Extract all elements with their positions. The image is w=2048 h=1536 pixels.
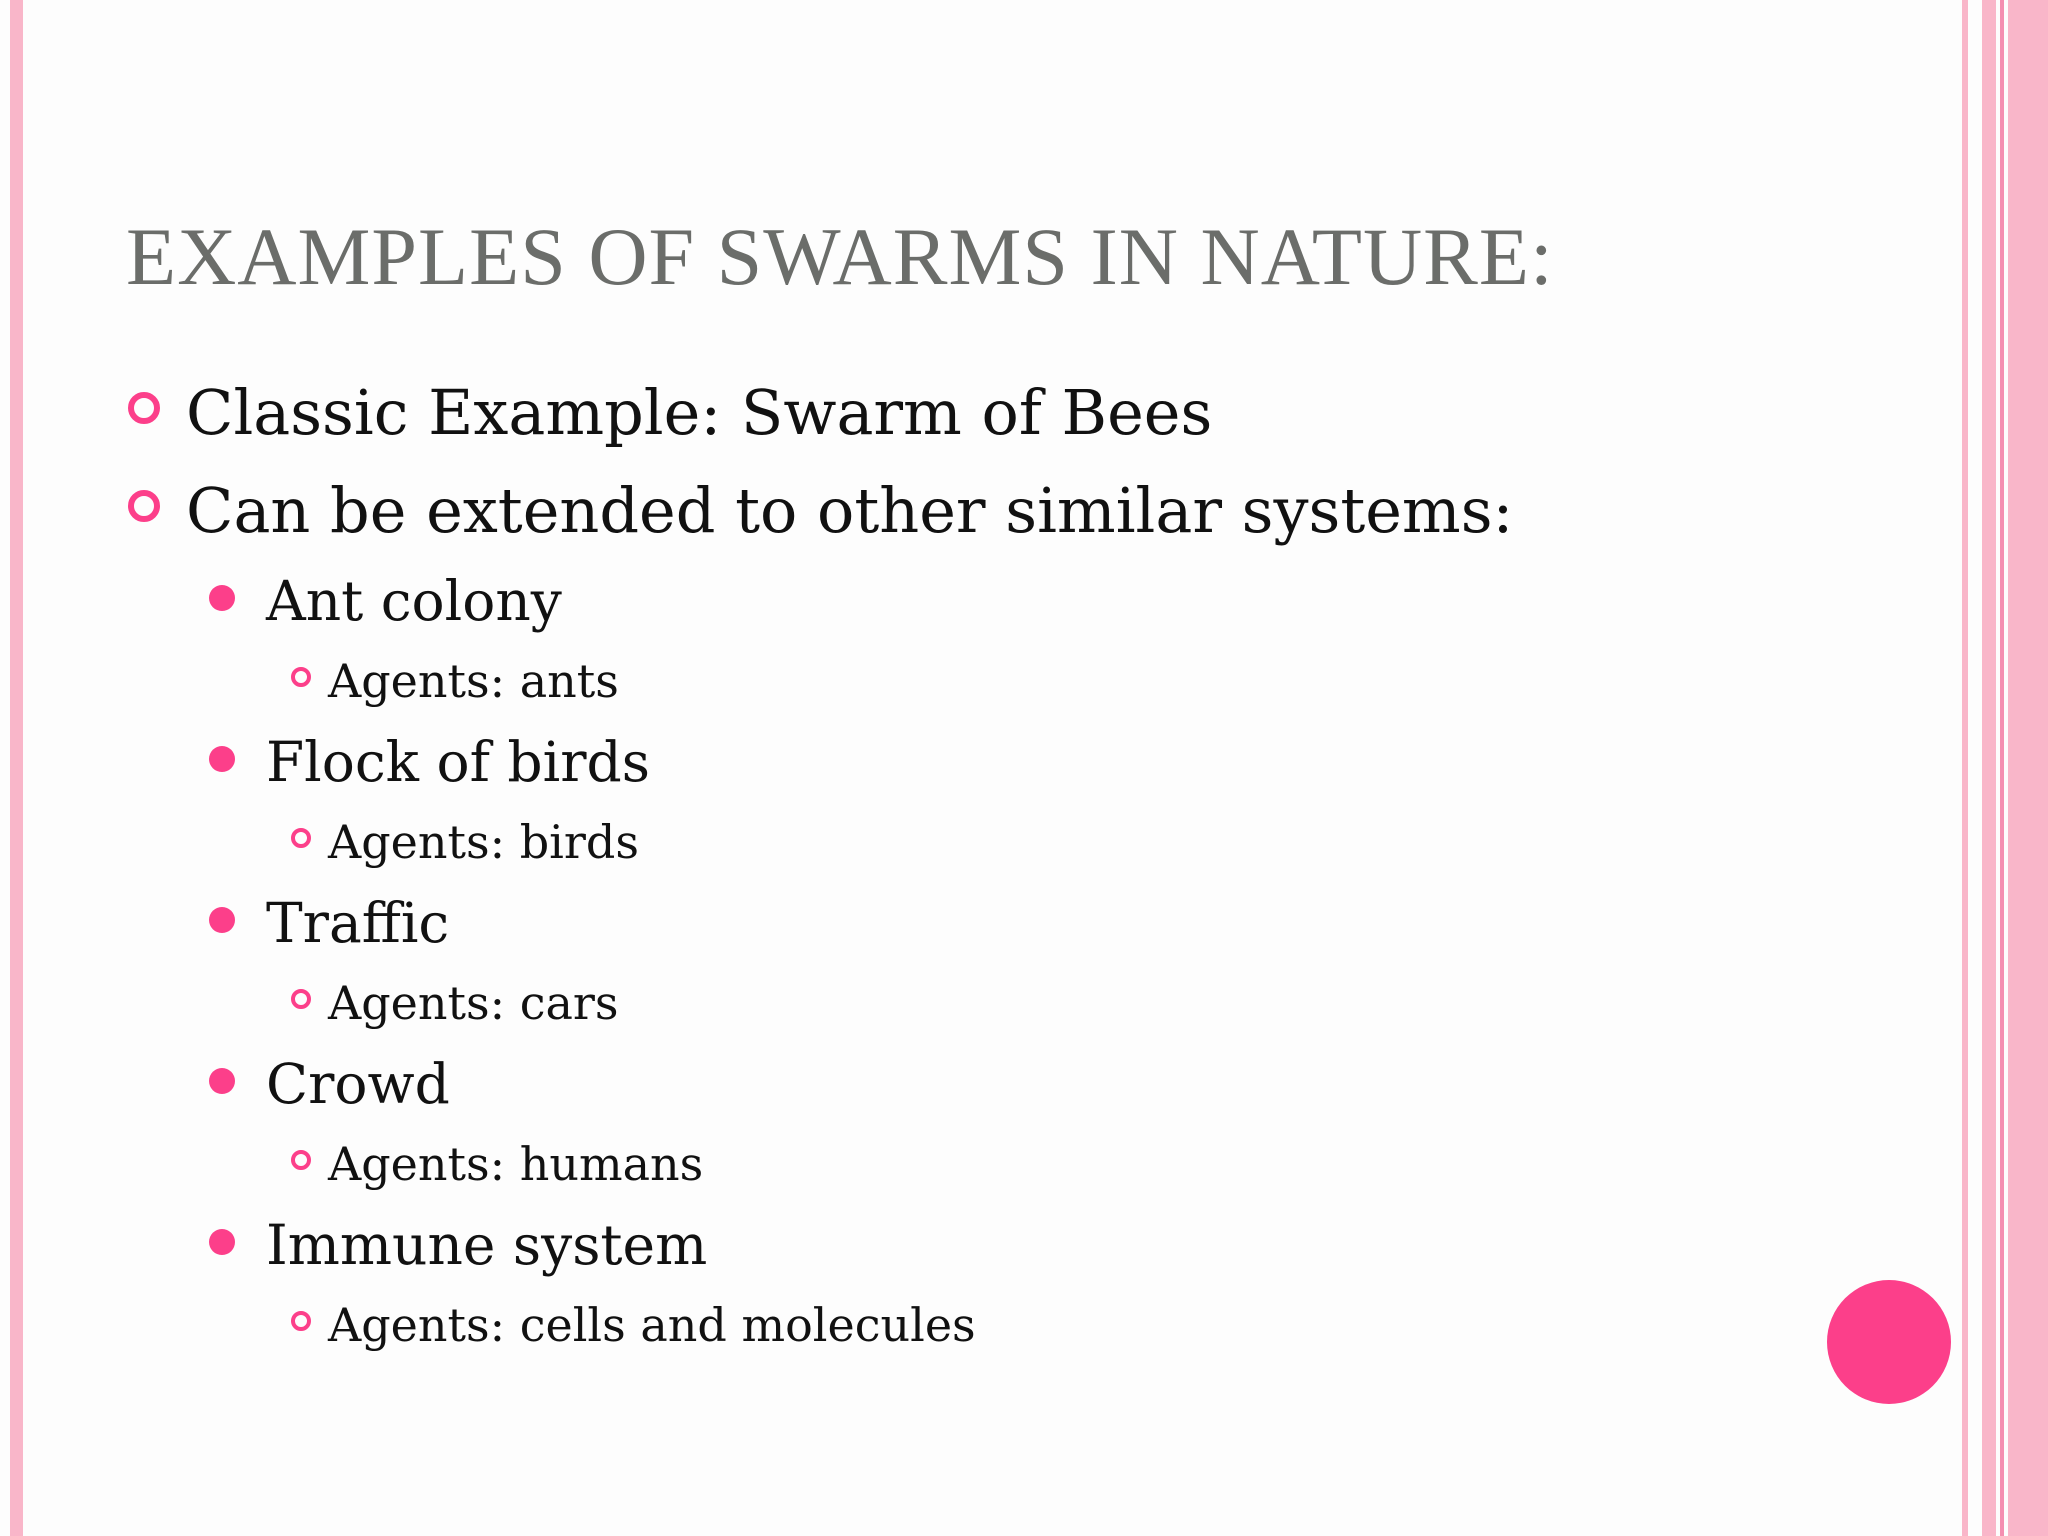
system-item: Crowd [266,1052,450,1116]
ring-bullet-icon [128,392,160,424]
dot-bullet-icon [209,1229,235,1255]
bullet-item: Classic Example: Swarm of Bees [186,376,1213,449]
ring-bullet-icon [291,828,311,848]
ring-bullet-icon [291,667,311,687]
agent-item: Agents: cars [328,976,619,1030]
bullet-item: Can be extended to other similar systems: [186,474,1514,547]
ring-bullet-icon [291,1150,311,1170]
agent-item: Agents: cells and molecules [328,1298,976,1352]
system-item: Flock of birds [266,730,650,794]
agent-item: Agents: birds [328,815,639,869]
dot-bullet-icon [209,1068,235,1094]
system-item: Traffic [266,891,450,955]
dot-bullet-icon [209,746,235,772]
agent-item: Agents: ants [328,654,619,708]
agent-item: Agents: humans [328,1137,704,1191]
dot-bullet-icon [209,585,235,611]
dot-bullet-icon [209,907,235,933]
ring-bullet-icon [291,989,311,1009]
system-item: Ant colony [266,569,562,633]
ring-bullet-icon [291,1311,311,1331]
system-item: Immune system [266,1213,708,1277]
slide-title: EXAMPLES OF SWARMS IN NATURE: [126,211,1554,302]
ring-bullet-icon [128,490,160,522]
